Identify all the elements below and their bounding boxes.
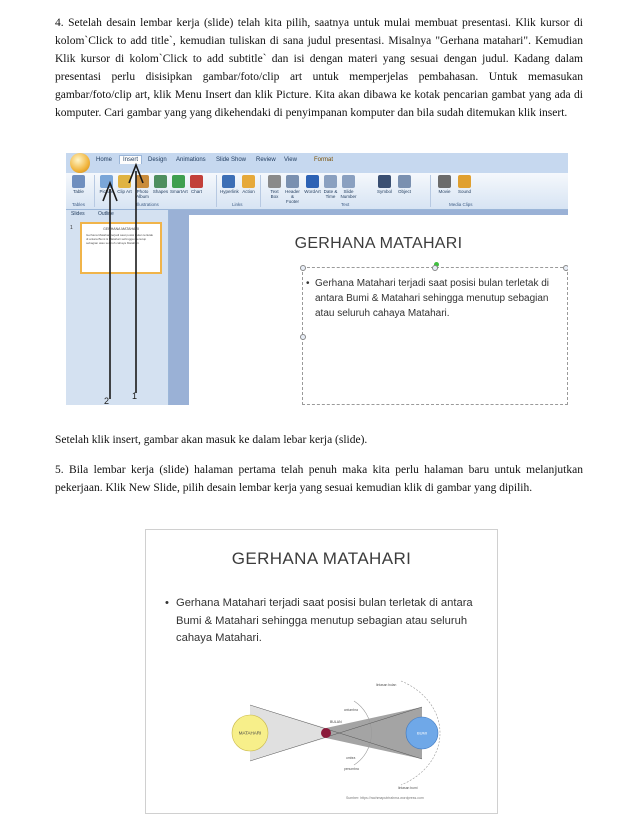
image-source-credit: Sumber: https://rachmaputrirahma.wordpress.com [346,796,424,800]
slide2-bullet [165,595,476,648]
ribbon-button-label: Date & Time [323,189,338,199]
tab-review[interactable]: Review [256,157,276,163]
ribbon-button-label: Clip Art [117,189,132,194]
paragraph-step-4: 4. Setelah desain lembar kerja (slide) telah kita pilih, saatnya untuk mulai membuat presentasi. Klik kursor di kolom`Click to add title`, kemudian tuliskan di sana judul presentasi. Misalnya "Gerhana matahari". Kemudian Klik kursor di kolom`Click to add subtitle` dan isi dengan materi yang sesuai dengan judul. Kadang dalam presentasi perlu disisipkan gambar/foto/clip art untuk memperjelas pembahasan. Untuk memasukan gambar/foto/clip art, klik Menu Insert dan klik Picture. Kita akan dibawa ke kotak pencarian gambat yang ada di komputer. Cari gambar yang yang dikehendaki di penyimpanan komputer dan bila sudah ditemukan klik insert. [55,17,583,119]
paragraph-step-5: 5. Bila lembar kerja (slide) halaman pertama telah penuh maka kita perlu halaman baru untuk melanjutkan pekerjaan. Klik New Slide, pilih desain lembar kerja yang sesuai kemudian klik di gambar yang dipilih. [55,464,583,494]
ribbon-button-label: Picture [99,189,114,194]
group-links-label: Links [232,202,243,207]
ribbon-button-label: Sound [457,189,471,194]
paragraph-after-insert: Setelah klik insert, gambar akan masuk ke dalam lebar kerja (slide). [55,434,368,446]
label-antumbra: antumbra [344,708,358,712]
ribbon-button-label: Text Box [270,189,279,199]
earth-label: BUMI [417,730,427,736]
bullet-content: Gerhana Matahari terjadi saat posisi bulan terletak di antara Bumi & Matahari sehingga menutup sebagian atau seluruh cahaya Matahari. [315,278,550,319]
ribbon-button-label: Table [73,189,84,194]
tab-home[interactable]: Home [96,157,113,163]
panel-tab-outline[interactable]: Outline [98,211,114,217]
tab-format[interactable]: Format [314,157,334,163]
slide2-bullet-content: Gerhana Matahari terjadi saat posisi bulan terletak di antara Bumi & Matahari sehingga menutup sebagian atau seluruh cahaya Matahari. [176,597,473,644]
bullet-dot: • [306,278,310,289]
slide2-title: GERHANA MATAHARI [231,549,412,568]
tab-insert[interactable]: Insert [119,155,142,164]
label-lintasan-bumi: lintasan bumi [398,786,418,790]
ribbon-button-label: Hyperlink [220,189,239,194]
ribbon-button-label: Object [397,189,411,194]
label-umbra: umbra [346,756,356,760]
slide-thumb-number: 1 [70,225,73,231]
group-text-label: Text [341,202,350,207]
tab-design[interactable]: Design [148,157,167,163]
ribbon-button-label: Symbol [376,189,392,194]
ribbon-button-label: Action [242,189,255,194]
ribbon-button-label: Shapes [152,189,169,194]
annotation-arrows [66,153,568,405]
moon-label: BULAN [330,720,342,724]
bullet-dot: • [165,597,169,609]
group-illustrations-label: Illustrations [136,202,159,207]
tab-slide-show[interactable]: Slide Show [216,157,247,163]
group-tables-label: Tables [72,202,86,207]
panel-tab-slides[interactable]: Slides [71,211,85,217]
ribbon-button-label: Slide Number [340,189,357,199]
ribbon-button-label: WordArt [304,189,321,194]
slide-title[interactable]: GERHANA MATAHARI [294,235,463,252]
group-media-clips-label: Media Clips [449,202,473,207]
ribbon-button-label: SmartArt [170,189,188,194]
ribbon-button-label: Photo Album [136,189,149,199]
final-slide-screenshot [145,529,498,814]
arrow-label-1: 1 [132,391,138,401]
ribbon-button-label: Chart [190,189,202,194]
thumb-title: GERHANA MATAHARI [103,227,139,231]
eclipse-diagram [226,673,456,793]
powerpoint-screenshot [66,153,568,405]
ribbon-button-label: Header & Footer [285,189,300,204]
moon-circle [321,728,331,738]
label-penumbra: penumbra [344,767,359,771]
arrow-label-2: 2 [104,396,110,405]
sun-label: MATAHARI [238,730,262,736]
label-lintasan-bulan: lintasan bulan [376,683,397,687]
ribbon-button-label: Movie [438,189,451,194]
thumb-text: Gerhana Matahari terjadi saat posisi bulan terletak di antara Bumi & Matahari sehingga menutup sebagian atau seluruh cahaya Matahari. [86,233,154,245]
tab-view[interactable]: View [284,157,297,163]
tab-animations[interactable]: Animations [176,157,206,163]
